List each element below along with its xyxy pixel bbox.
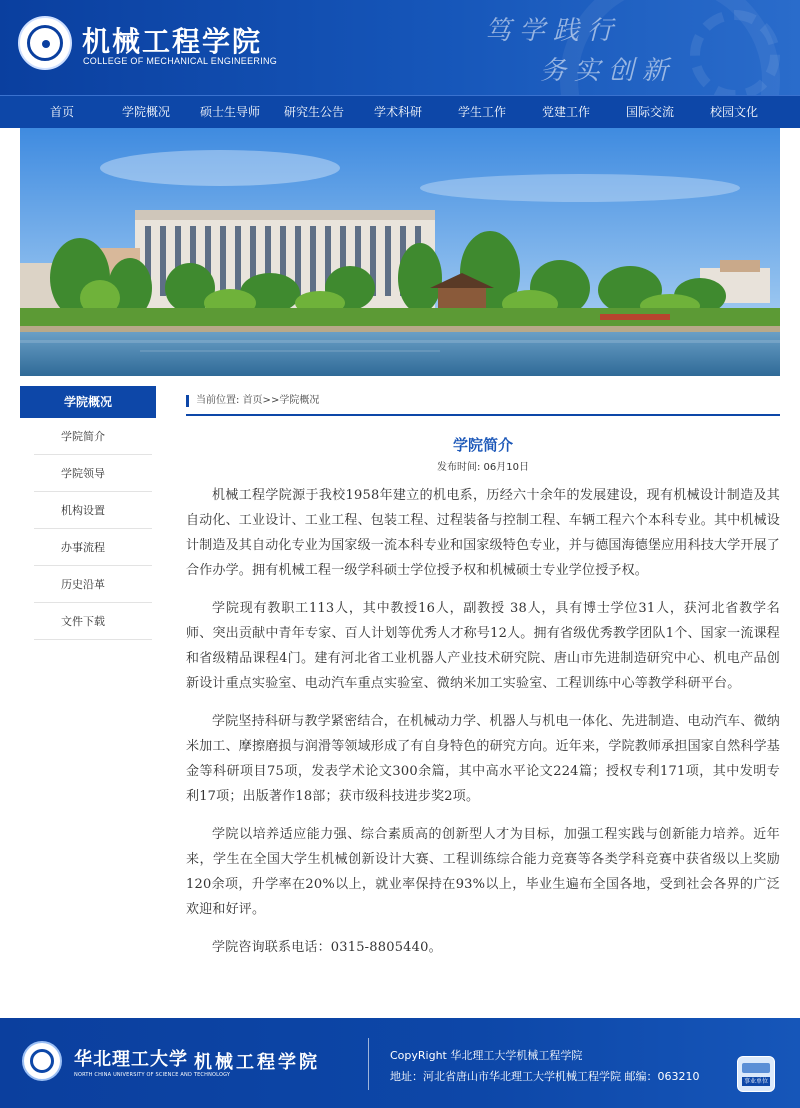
logo-ring xyxy=(27,25,63,61)
footer-university-name: 华北理工大学 xyxy=(74,1049,188,1070)
badge-label: 事业单位 xyxy=(743,1078,768,1085)
article-paragraph: 学院现有教职工113人，其中教授16人，副教授 38人，具有博士学位31人，获河北省教学名师、突出贡献中青年专家、百人计划等优秀人才称号12人。拥有省级优秀教学团队1个、国家一流课程和省级精品课程4门。建有河北省工业机器人产业技术研究院、唐山市先进制造研究中心、机电产品创新设计重点实验室、电动汽车重点实验室、微纳米加工实验室、工程训练中心等教学科研平台。 xyxy=(186,601,780,691)
nav-item-graduate-notices[interactable]: 研究生公告 xyxy=(283,105,344,119)
footer-divider xyxy=(368,1038,369,1090)
nav-item-supervisors[interactable]: 硕士生导师 xyxy=(199,105,260,119)
article-paragraph: 学院咨询联系电话：0315-8805440。 xyxy=(212,940,442,955)
footer-university-name-en: NORTH CHINA UNIVERSITY OF SCIENCE AND TECHNOLOGY xyxy=(74,1072,231,1078)
publish-date: 发布时间: 06月10日 xyxy=(437,462,529,473)
sidebar-item-introduction[interactable]: 学院简介 xyxy=(34,418,152,455)
campus-scene xyxy=(20,128,780,376)
institution-badge-icon[interactable] xyxy=(737,1056,775,1092)
university-logo xyxy=(22,1041,62,1081)
main-nav xyxy=(0,95,800,128)
breadcrumb-marker xyxy=(186,395,189,407)
sidebar-heading: 学院概况 xyxy=(20,386,156,418)
sidebar-item-leadership[interactable]: 学院领导 xyxy=(34,455,152,492)
college-logo[interactable] xyxy=(18,16,72,70)
nav-item-research[interactable]: 学术科研 xyxy=(373,105,422,119)
sidebar-item-history[interactable]: 历史沿革 xyxy=(34,566,152,603)
site-title[interactable]: 机械工程学院 xyxy=(82,25,263,58)
footer-college-name: 机械工程学院 xyxy=(194,1052,320,1073)
sidebar-item-organization[interactable]: 机构设置 xyxy=(34,492,152,529)
nav-item-international[interactable]: 国际交流 xyxy=(625,105,674,119)
breadcrumb xyxy=(186,386,780,416)
sidebar-item-procedures[interactable]: 办事流程 xyxy=(34,529,152,566)
breadcrumb-label: 当前位置: xyxy=(196,395,240,406)
campus-banner-image xyxy=(20,128,780,376)
sidebar xyxy=(20,386,156,640)
article-body xyxy=(186,483,780,960)
nav-item-student-affairs[interactable]: 学生工作 xyxy=(457,105,506,119)
badge-emblem xyxy=(742,1063,770,1073)
university-logo-ring xyxy=(30,1049,54,1073)
logo-core xyxy=(42,40,50,48)
site-footer xyxy=(0,1018,800,1108)
nav-item-campus-culture[interactable]: 校园文化 xyxy=(709,105,758,119)
sidebar-item-downloads[interactable]: 文件下载 xyxy=(34,603,152,640)
footer-copyright: CopyRight 华北理工大学机械工程学院 xyxy=(390,1049,583,1062)
motto-line-1: 笃学践行 xyxy=(485,16,622,46)
footer-address: 地址：河北省唐山市华北理工大学机械工程学院 邮编：063210 xyxy=(390,1070,700,1083)
article-paragraph: 学院以培养适应能力强、综合素质高的创新型人才为目标，加强工程实践与创新能力培养。近年来，学生在全国大学生机械创新设计大赛、工程训练综合能力竞赛等各类学科竞赛中获省级以上奖励120余项，升学率在20%以上，就业率保持在93%以上，毕业生遍布全国各地，受到社会各界的广泛欢迎和好评。 xyxy=(186,827,780,917)
nav-item-party-work[interactable]: 党建工作 xyxy=(541,105,590,119)
article-title: 学院简介 xyxy=(452,436,513,454)
site-subtitle: COLLEGE OF MECHANICAL ENGINEERING xyxy=(83,56,278,66)
article-paragraph: 机械工程学院源于我校1958年建立的机电系，历经六十余年的发展建设，现有机械设计制造及其自动化、工业设计、工业工程、包装工程、过程装备与控制工程、车辆工程六个本科专业。其中机械设计制造及其自动化专业为国家级一流本科专业和国家级特色专业，并与德国海德堡应用科技大学开展了合作办学。拥有机械工程一级学科硕士学位授予权和机械硕士专业学位授予权。 xyxy=(186,488,781,578)
nav-item-home[interactable]: 首页 xyxy=(49,105,74,119)
motto-line-2: 务实创新 xyxy=(540,56,677,86)
article-paragraph: 学院坚持科研与教学紧密结合，在机械动力学、机器人与机电一体化、先进制造、电动汽车、微纳米加工、摩擦磨损与润滑等领域形成了有自身特色的研究方向。近年来，学院教师承担国家自然科学基金等科研项目75项，发表学术论文300余篇，其中高水平论文224篇；授权专利171项，其中发明专利17项；出版著作18部；获市级科技进步奖2项。 xyxy=(186,714,781,804)
site-header xyxy=(0,0,800,95)
nav-item-overview[interactable]: 学院概况 xyxy=(121,105,170,119)
gear-decoration-small xyxy=(690,10,780,95)
main-content xyxy=(186,386,780,973)
breadcrumb-path[interactable]: 首页>>学院概况 xyxy=(242,395,320,406)
